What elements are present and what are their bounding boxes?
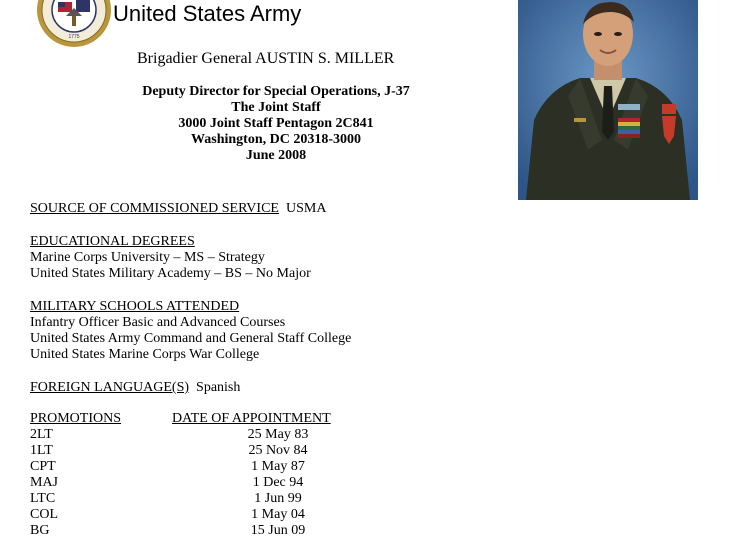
promotion-date: 1 Jun 99 — [254, 491, 302, 506]
army-seal-icon — [36, 0, 112, 48]
promotion-row — [30, 491, 330, 507]
commission-section — [30, 201, 326, 217]
address-line: The Joint Staff — [231, 100, 321, 115]
promotions-heading-label: PROMOTIONS — [30, 411, 122, 426]
school-item: Infantry Officer Basic and Advanced Courses — [30, 315, 286, 330]
promotion-row — [30, 443, 330, 459]
promotion-rank: MAJ — [30, 475, 59, 490]
school-item: United States Army Command and General Staff College — [30, 331, 352, 346]
address-line: Washington, DC 20318-3000 — [191, 132, 361, 147]
education-section — [30, 234, 311, 282]
promotion-date: 1 May 87 — [251, 459, 305, 474]
commission-heading: SOURCE OF COMMISSIONED SERVICE — [30, 201, 279, 216]
svg-text:1775: 1775 — [68, 34, 80, 40]
promotion-date: 25 May 83 — [247, 427, 309, 442]
promotion-rank: COL — [30, 507, 58, 522]
education-heading: EDUCATIONAL DEGREES — [30, 234, 195, 249]
address-line: June 2008 — [245, 148, 307, 163]
promotion-date: 1 May 04 — [251, 507, 305, 522]
organization-title: United States Army — [113, 1, 302, 26]
education-item: Marine Corps University – MS – Strategy — [30, 250, 265, 265]
promotion-date: 25 Nov 84 — [248, 443, 308, 458]
address-line: Deputy Director for Special Operations, J-37 — [142, 84, 410, 99]
address-line: 3000 Joint Staff Pentagon 2C841 — [178, 116, 374, 131]
promotion-row — [30, 427, 330, 443]
promotion-rank: LTC — [30, 491, 56, 506]
promotion-rank: 2LT — [30, 427, 53, 442]
promotions-heading — [30, 411, 121, 427]
promotion-rank: BG — [30, 523, 50, 538]
address-block — [126, 84, 426, 164]
education-item: United States Military Academy – BS – No Major — [30, 266, 311, 281]
promotion-row — [30, 523, 330, 539]
promotion-rank: CPT — [30, 459, 56, 474]
schools-section — [30, 299, 351, 363]
promotion-date: 15 Jun 09 — [250, 523, 306, 538]
promotion-row — [30, 507, 330, 523]
language-value: Spanish — [196, 380, 241, 395]
language-heading: FOREIGN LANGUAGE(S) — [30, 380, 190, 395]
school-item: United States Marine Corps War College — [30, 347, 260, 362]
commission-value: USMA — [285, 201, 327, 216]
language-section — [30, 380, 240, 396]
promotions-table — [30, 427, 330, 539]
date-of-appointment-heading: DATE OF APPOINTMENT — [172, 411, 331, 426]
officer-portrait-photo — [518, 0, 698, 200]
promotion-rank: 1LT — [30, 443, 53, 458]
promotion-date: 1 Dec 94 — [252, 475, 304, 490]
officer-title: Brigadier General AUSTIN S. MILLER — [137, 50, 395, 67]
promotion-row — [30, 475, 330, 491]
schools-heading: MILITARY SCHOOLS ATTENDED — [30, 299, 240, 314]
promotion-row — [30, 459, 330, 475]
